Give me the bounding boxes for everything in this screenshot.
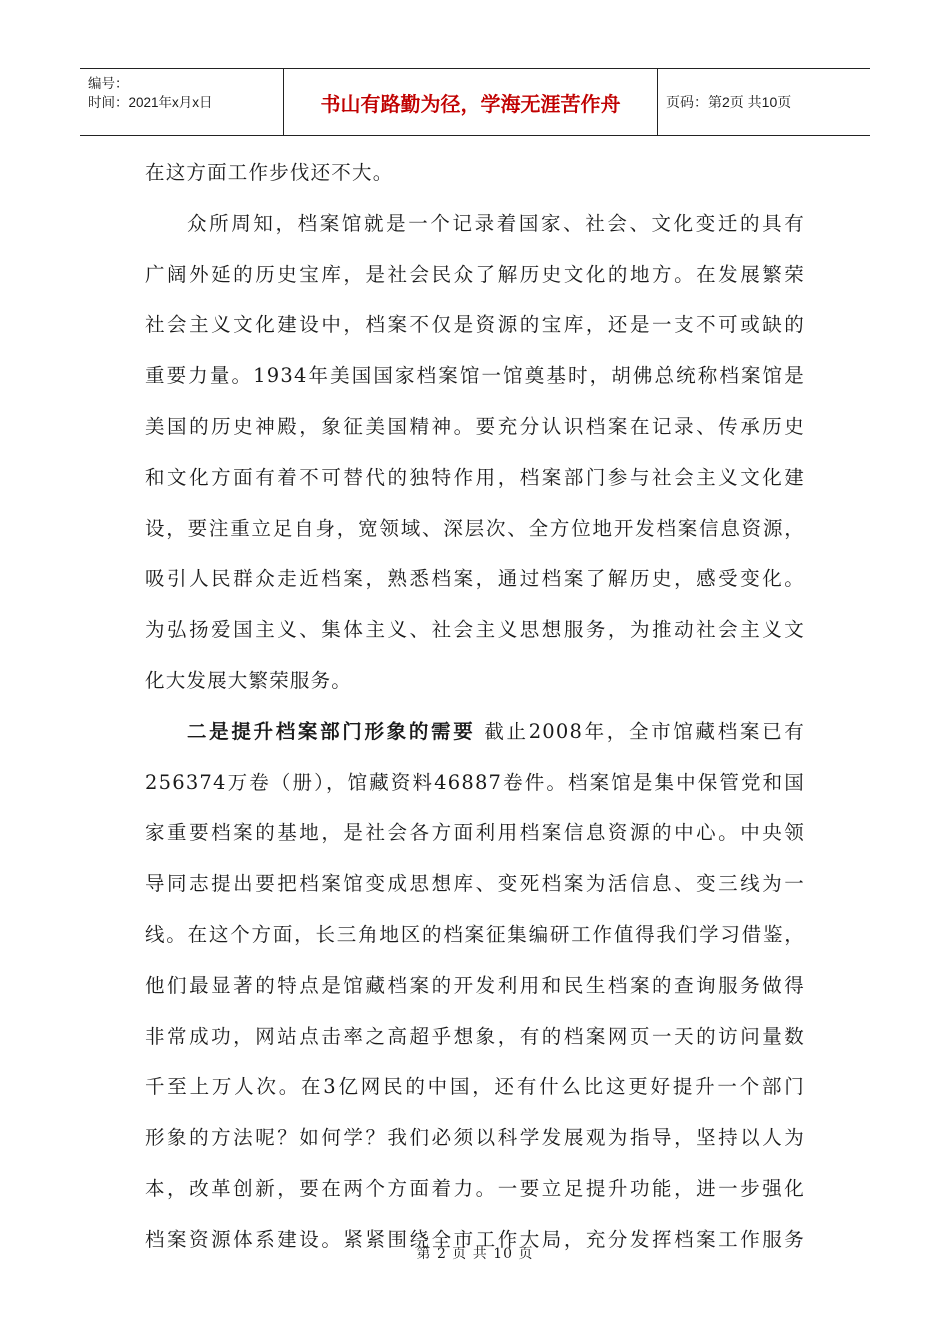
text-line: 在这方面工作步伐还不大。: [145, 161, 394, 184]
text-line: 设，要注重立足自身，宽领域、深层次、全方位地开发档案信息资源，: [145, 516, 805, 540]
text-line: 256374万卷（册），馆藏资料46887卷件。档案馆是集中保管党和国: [145, 770, 805, 794]
date-label: 时间：2021年x月x日: [88, 95, 213, 110]
text-line: 导同志提出要把档案馆变成思想库、变死档案为活信息、变三线为一: [145, 872, 805, 896]
heading-continuation: 截止2008年，全市馆藏档案已有: [475, 719, 805, 743]
text-line: 千至上万人次。在3亿网民的中国，还有什么比这更好提升一个部门: [145, 1075, 805, 1099]
paragraph-3: [145, 707, 805, 1266]
text-line: 为弘扬爱国主义、集体主义、社会主义思想服务，为推动社会主义文: [145, 618, 805, 642]
number-label: 编号：: [88, 76, 129, 91]
page-footer: 第 2 页 共 10 页: [416, 1246, 534, 1262]
text-line: 本，改革创新，要在两个方面着力。一要立足提升功能，进一步强化: [145, 1176, 805, 1200]
text-line: [145, 707, 805, 758]
text-line: 众所周知，档案馆就是一个记录着国家、社会、文化变迁的具有: [187, 211, 805, 235]
text-line: 美国的历史神殿，象征美国精神。要充分认识档案在记录、传承历史: [145, 414, 805, 438]
text-line: 家重要档案的基地，是社会各方面利用档案信息资源的中心。中央领: [145, 821, 805, 845]
text-line: 档案资源体系建设。紧紧围绕全市工作大局，充分发挥档案工作服务: [145, 1227, 805, 1251]
text-line: 吸引人民群众走近档案，熟悉档案，通过档案了解历史，感受变化。: [145, 567, 805, 591]
text-line: 线。在这个方面，长三角地区的档案征集编研工作值得我们学习借鉴，: [145, 922, 805, 946]
text-line: 社会主义文化建设中，档案不仅是资源的宝库，还是一支不可或缺的: [145, 313, 805, 337]
paragraph-1: [145, 148, 805, 199]
document-body: [145, 148, 805, 1266]
paragraph-2: [145, 199, 805, 707]
text-line: 他们最显著的特点是馆藏档案的开发利用和民生档案的查询服务做得: [145, 973, 805, 997]
text-line: 形象的方法呢？如何学？我们必须以科学发展观为指导，坚持以人为: [145, 1126, 805, 1150]
header-motto: 书山有路勤为径，学海无涯苦作舟: [284, 69, 658, 135]
text-line: 和文化方面有着不可替代的独特作用，档案部门参与社会主义文化建: [145, 465, 805, 489]
header-page-number: 页码：第2页 共10页: [666, 94, 792, 110]
text-line: 重要力量。1934年美国国家档案馆一馆奠基时，胡佛总统称档案馆是: [145, 364, 805, 388]
text-line: 非常成功，网站点击率之高超乎想象，有的档案网页一天的访问量数: [145, 1024, 805, 1048]
section-heading: 二是提升档案部门形象的需要: [187, 719, 476, 743]
page-header: [80, 68, 870, 136]
text-line: 化大发展大繁荣服务。: [145, 668, 353, 692]
text-line: 广阔外延的历史宝库，是社会民众了解历史文化的地方。在发展繁荣: [145, 262, 805, 286]
header-meta: [80, 69, 284, 135]
